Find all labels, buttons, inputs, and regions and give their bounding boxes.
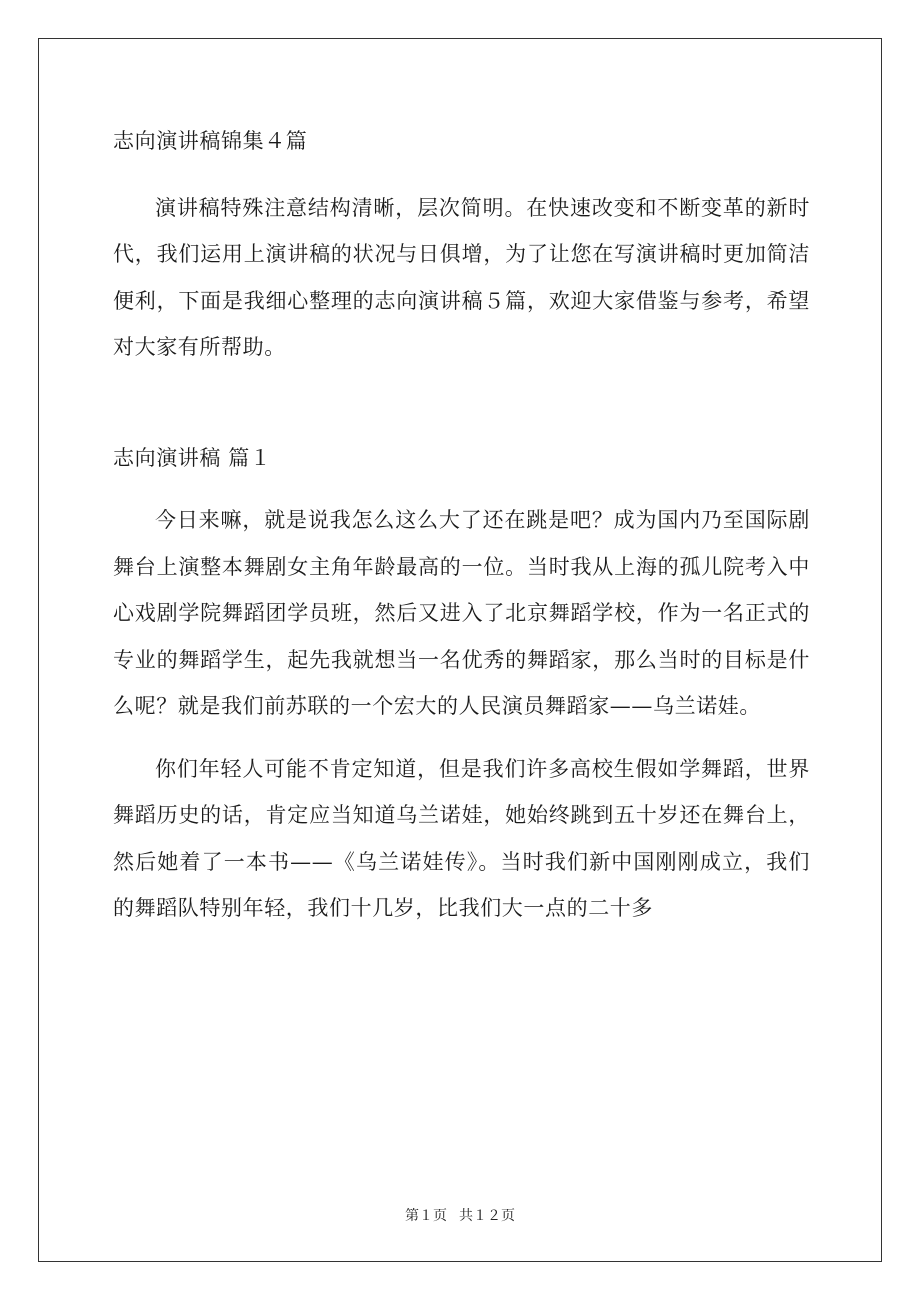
section-paragraph: 你们年轻人可能不肯定知道，但是我们许多高校生假如学舞蹈，世界舞蹈历史的话，肯定应当知道乌兰诺娃，她始终跳到五十岁还在舞台上，然后她着了一本书——《乌兰诺娃传》。当时我们新中国刚刚成立，我们的舞蹈队特别年轻，我们十几岁，比我们大一点的二十多 [113,756,810,920]
section-heading: 志向演讲稿 篇１ [113,445,272,470]
intro-paragraph: 演讲稿特殊注意结构清晰，层次简明。在快速改变和不断变革的新时代，我们运用上演讲稿的状况与日俱增，为了让您在写演讲稿时更加简洁便利，下面是我细心整理的志向演讲稿５篇，欢迎大家借鉴与参考，希望对大家有所帮助。 [113,195,810,359]
section-paragraph: 今日来嘛，就是说我怎么这么大了还在跳是吧？成为国内乃至国际剧舞台上演整本舞剧女主角年龄最高的一位。当时我从上海的孤儿院考入中心戏剧学院舞蹈团学员班，然后又进入了北京舞蹈学校，作为一名正式的专业的舞蹈学生，起先我就想当一名优秀的舞蹈家，那么当时的目标是什么呢？就是我们前苏联的一个宏大的人民演员舞蹈家——乌兰诺娃。 [113,508,810,718]
page-total: 共１２页 [459,1208,515,1224]
document-body [113,118,810,932]
page-number: 第１页 [405,1208,447,1224]
page-footer [0,1205,920,1225]
document-title: 志向演讲稿锦集４篇 [113,129,308,153]
